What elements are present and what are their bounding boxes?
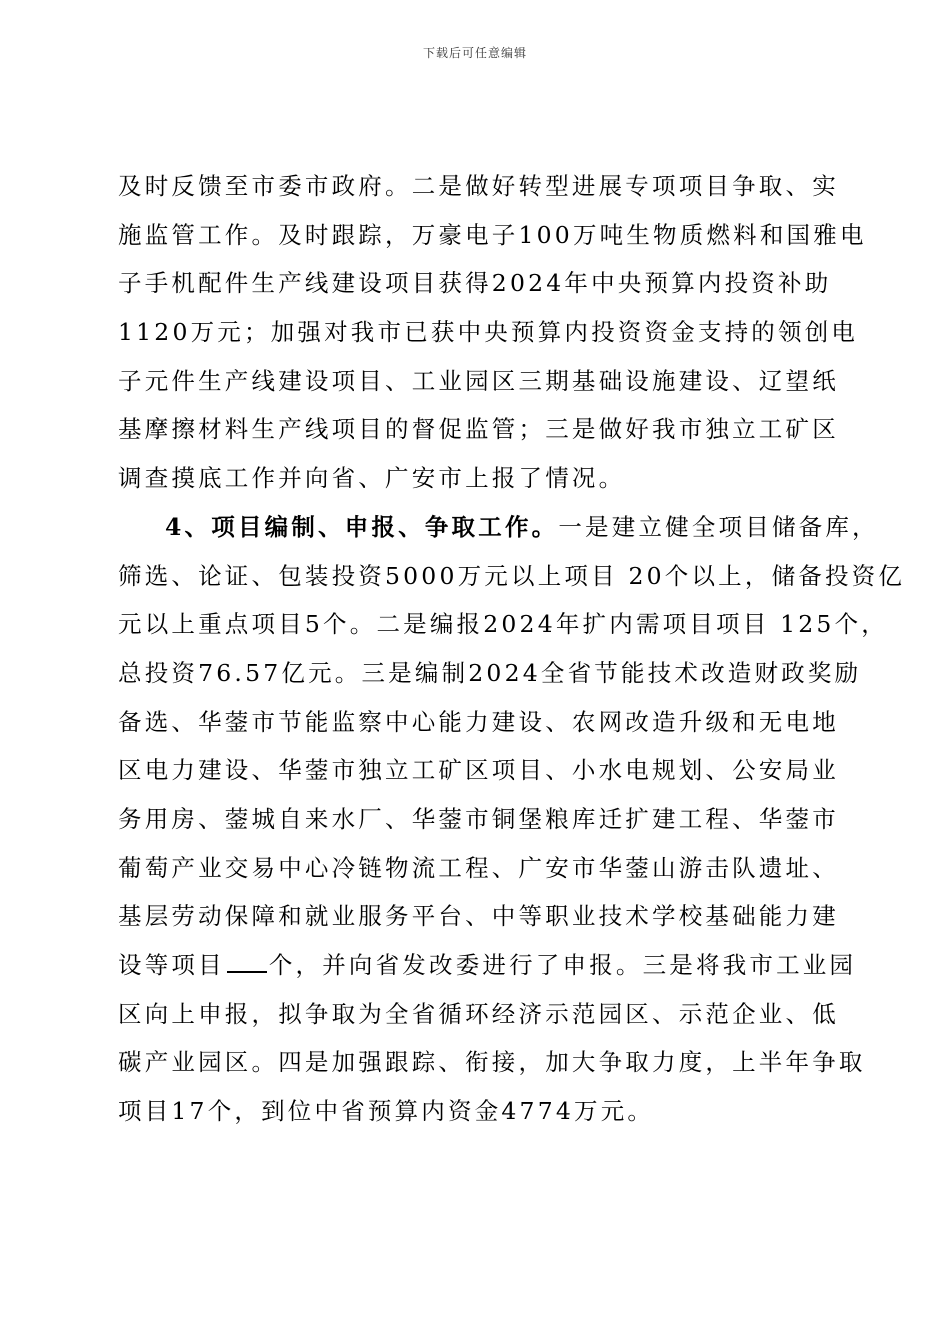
paragraph-line: 1120万元；加强对我市已获中央预算内投资资金支持的领创电 <box>118 318 859 347</box>
section-heading-rest: 一是建立健全项目储备库， <box>558 512 879 541</box>
paragraph-line: 项目17个，到位中省预算内资金4774万元。 <box>118 1097 655 1126</box>
paragraph-line: 总投资76.57亿元。三是编制2024全省节能技术改造财政奖励 <box>118 658 862 687</box>
document-body <box>118 162 906 1136</box>
fill-in-blank <box>227 951 267 973</box>
paragraph-line: 基摩擦材料生产线项目的督促监管；三是做好我市独立工矿区 <box>118 415 839 444</box>
blank-line-prefix: 设等项目 <box>118 951 225 979</box>
paragraph-line: 筛选、论证、包装投资5000万元以上项目 20个以上，储备投资亿 <box>118 561 906 590</box>
download-note: 下载后可任意编辑 <box>422 46 527 60</box>
paragraph-line: 元以上重点项目5个。二是编报2024年扩内需项目项目 125个， <box>118 610 888 639</box>
paragraph-line: 备选、华蓥市节能监察中心能力建设、农网改造升级和无电地 <box>118 707 839 736</box>
paragraph-line: 区电力建设、华蓥市独立工矿区项目、小水电规划、公安局业 <box>118 756 839 785</box>
section-heading-line <box>118 503 879 552</box>
paragraph-line: 调查摸底工作并向省、广安市上报了情况。 <box>118 464 626 493</box>
paragraph-line: 子元件生产线建设项目、工业园区三期基础设施建设、辽望纸 <box>118 366 839 395</box>
paragraph-line: 及时反馈至市委市政府。二是做好转型进展专项项目争取、实 <box>118 172 839 200</box>
blank-line-suffix: 个，并向省发改委进行了申报。三是将我市工业园 <box>268 951 857 979</box>
paragraph-line-with-blank <box>118 941 857 990</box>
paragraph-line: 基层劳动保障和就业服务平台、中等职业技术学校基础能力建 <box>118 902 839 931</box>
paragraph-line: 务用房、蓥城自来水厂、华蓥市铜堡粮库迁扩建工程、华蓥市 <box>118 804 839 833</box>
paragraph-line: 区向上申报，拟争取为全省循环经济示范园区、示范企业、低 <box>118 999 839 1028</box>
paragraph-line: 子手机配件生产线建设项目获得2024年中央预算内投资补助 <box>118 269 832 298</box>
section-heading: 4、项目编制、申报、争取工作。 <box>165 512 559 541</box>
paragraph-line: 葡萄产业交易中心冷链物流工程、广安市华蓥山游击队遗址、 <box>118 853 839 882</box>
paragraph-line: 施监管工作。及时跟踪，万豪电子100万吨生物质燃料和国雅电 <box>118 220 867 249</box>
paragraph-line: 碳产业园区。四是加强跟踪、衔接，加大争取力度，上半年争取 <box>118 1048 866 1077</box>
